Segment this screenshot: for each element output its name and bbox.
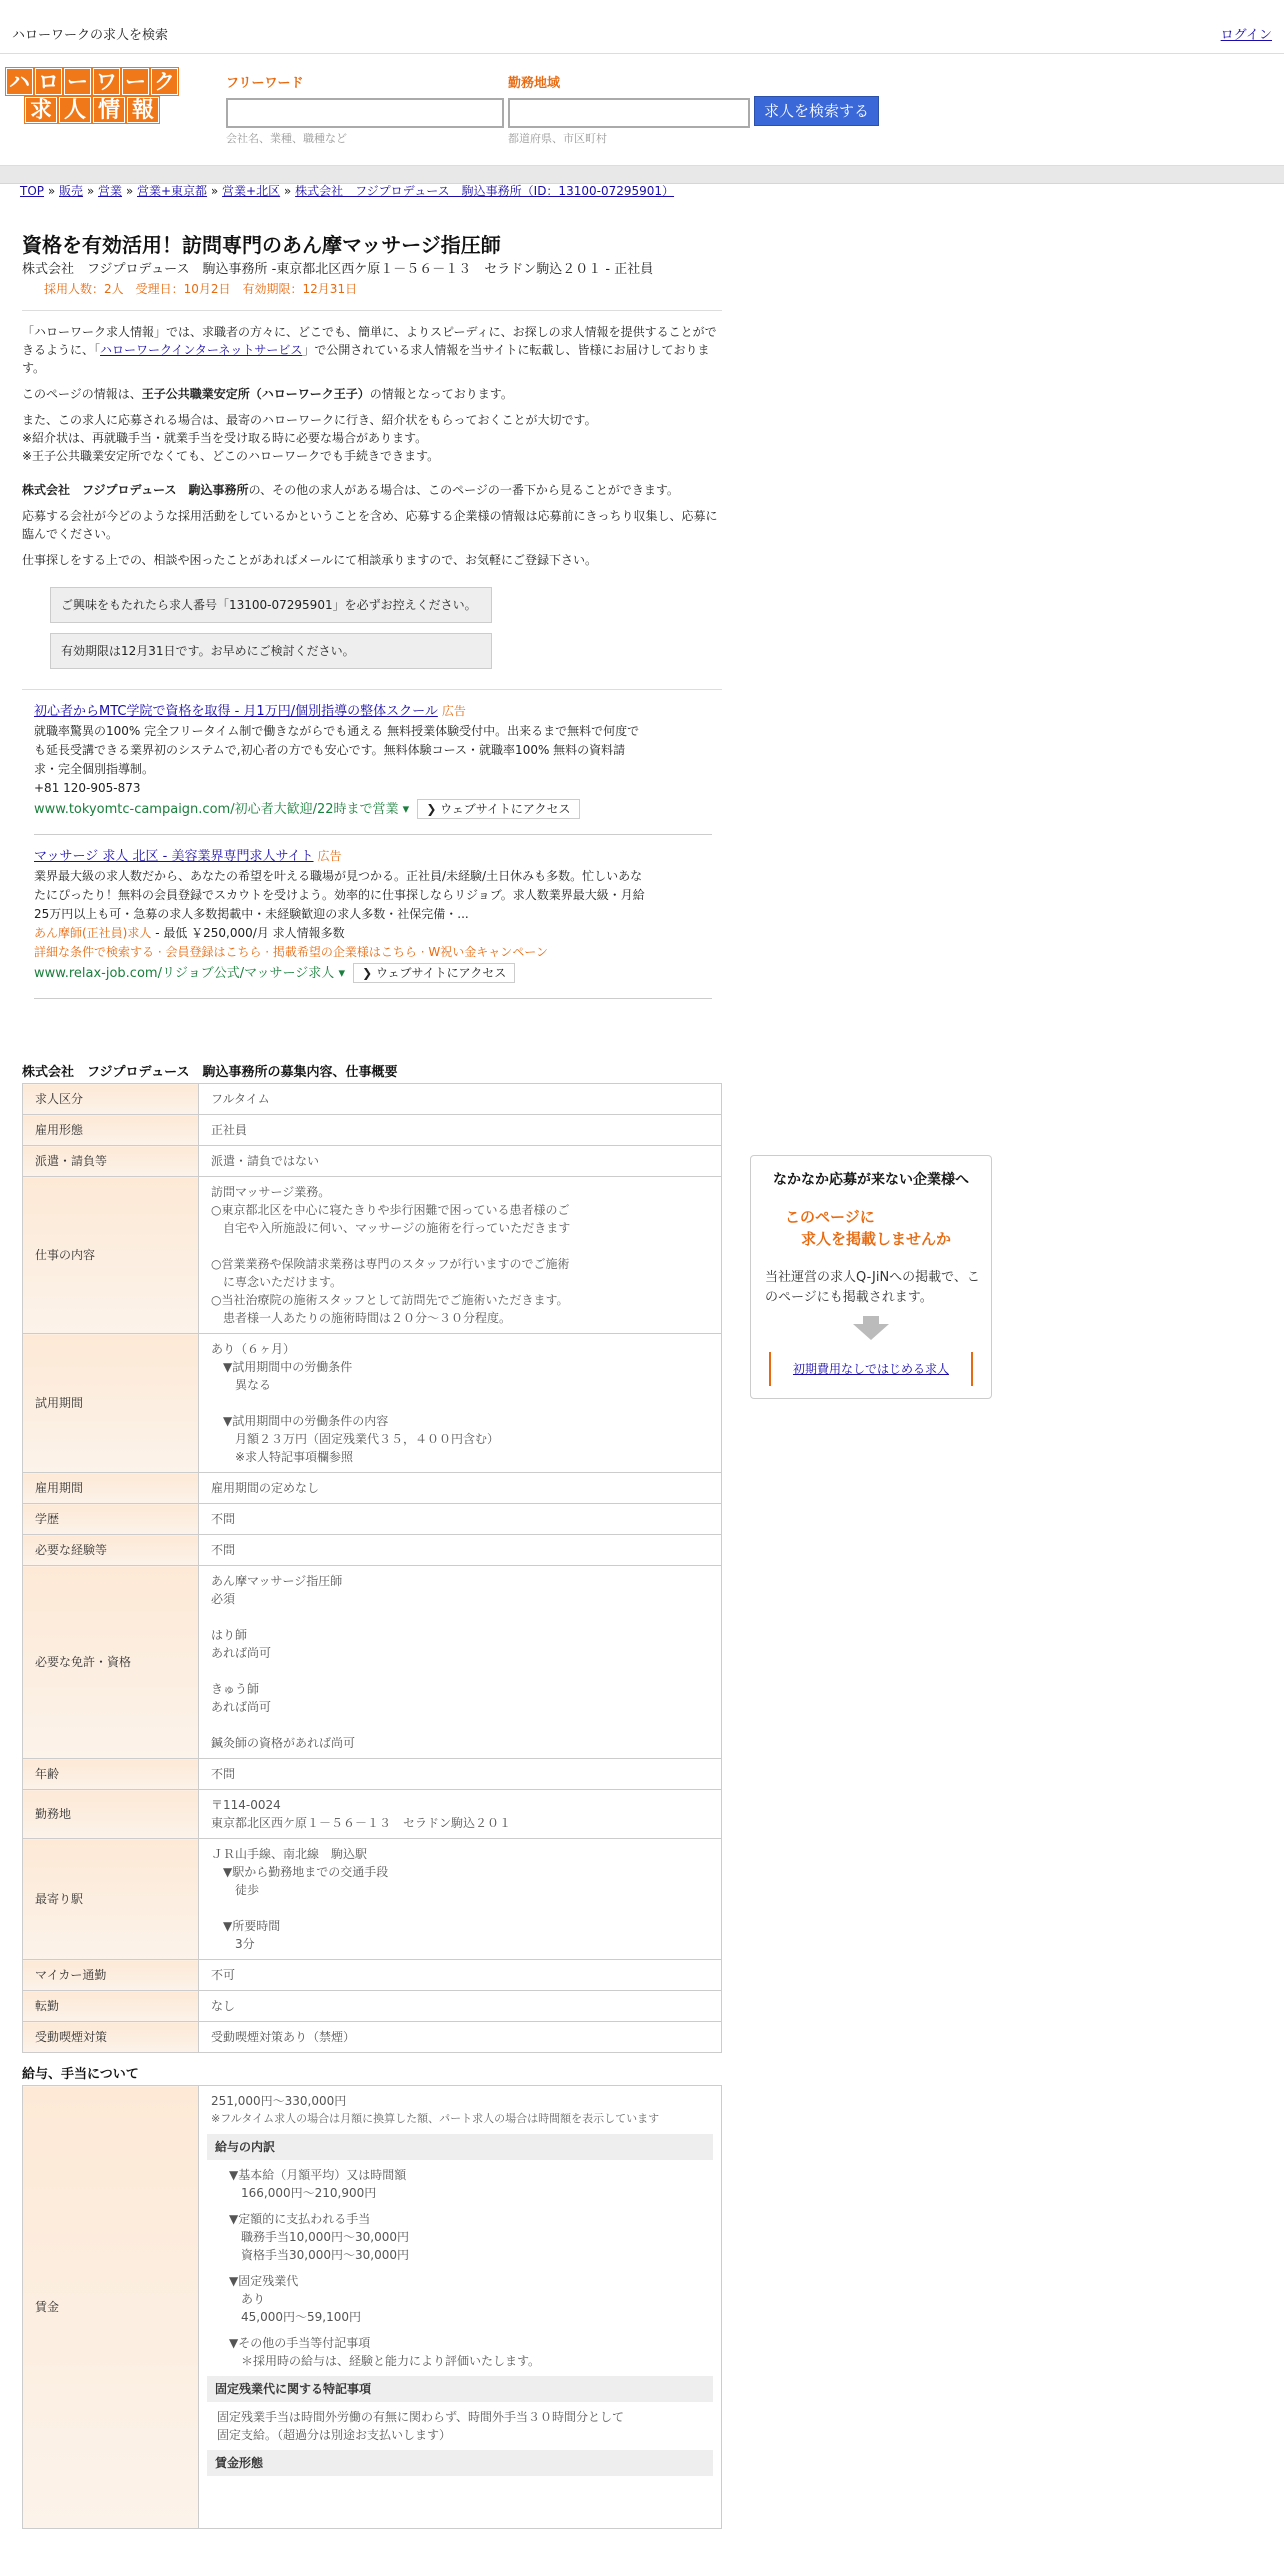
table-row	[23, 1115, 722, 1146]
row-key: 試用期間	[23, 1334, 199, 1473]
spacer	[229, 2326, 709, 2334]
ad-sitelink[interactable]: あん摩師(正社員)求人	[34, 926, 152, 941]
row-key: 必要な経験等	[23, 1535, 199, 1566]
row-key: 転勤	[23, 1991, 199, 2022]
caret-down-icon[interactable]: ▾	[402, 802, 410, 818]
logo-char: 求	[25, 97, 57, 123]
company-line: 株式会社 フジプロデュース 駒込事務所 -東京都北区西ケ原１－５６－１３ セラドン駒込２０１ - 正社員	[22, 262, 654, 277]
row-key: 求人区分	[23, 1084, 199, 1115]
row-value: 不可	[199, 1960, 722, 1991]
keyword-input[interactable]	[226, 98, 504, 128]
logo-char: ロ	[35, 68, 62, 95]
breadcrumb: TOP » 販売 » 営業 » 営業+東京都 » 営業+北区 » 株式会社 フジプロデュース 駒込事務所（ID：13100-07295901）	[20, 184, 675, 198]
salary-value	[199, 2086, 722, 2529]
area-input[interactable]	[508, 98, 750, 128]
row-value: 訪問マッサージ業務。 ○東京都北区を中心に寝たきりや歩行困難で困っている患者様のご 自宅や入所施設に伺い、マッサージの施術を行っていただきます ○営業業務や保険請求業務は専門のスタッフが行いますのでご施術 に専念いただけます。 ○当社治療院の施術スタッフとして訪問先でご施術いただきます。 患者様一人あたりの施術時間は２０分～３０分程度。	[199, 1177, 722, 1334]
main-content	[22, 230, 722, 2529]
ad-description: 就職率驚異の100% 完全フリータイム制で働きながらでも通える 無料授業体験受付中。出来るまで無料で何度でも延長受講できる業界初のシステムで,初心者の方でも安心です。無料体験コース・就職率100% 無料の資料請求・完全個別指導制。	[34, 724, 640, 777]
table-row	[23, 1960, 722, 1991]
hellowork-logo[interactable]	[4, 68, 180, 125]
intro-text: このページの情報は、	[22, 387, 142, 401]
ad-tag: 広告	[317, 849, 342, 864]
table-row	[23, 1146, 722, 1177]
logo-char: ハ	[6, 68, 33, 95]
logo-char: ワ	[93, 68, 120, 95]
spacer	[229, 2202, 709, 2210]
other-allowance-value: ＊採用時の給与は、経験と能力により評価いたします。	[241, 2354, 541, 2369]
table-row	[23, 1535, 722, 1566]
row-key: 雇用期間	[23, 1473, 199, 1504]
breadcrumb-company[interactable]: 株式会社 フジプロデュース 駒込事務所（ID：13100-07295901）	[295, 184, 675, 198]
logo-char: ー	[64, 68, 91, 95]
row-value: 〒114-0024 東京都北区西ケ原１－５６－１３ セラドン駒込２０１	[199, 1790, 722, 1839]
logo-char: ク	[151, 68, 178, 95]
caret-down-icon[interactable]: ▾	[338, 966, 345, 982]
logo-row-2	[4, 97, 180, 123]
intro-paragraph-6: 仕事探しをする上での、相談や困ったことがあればメールにて相談承りますので、お気軽にご登録下さい。	[22, 553, 598, 567]
allowance-value: 職務手当10,000円〜30,000円	[241, 2230, 409, 2245]
salary-breakdown-heading: 給与の内訳	[207, 2134, 713, 2160]
job-details-body	[23, 1084, 722, 2053]
table-row	[23, 1759, 722, 1790]
intro-paragraph-3	[22, 411, 722, 465]
salary-key: 賃金	[23, 2086, 199, 2529]
table-row	[23, 2022, 722, 2053]
overtime-value: あり	[241, 2292, 266, 2307]
row-key: 受動喫煙対策	[23, 2022, 199, 2053]
sidebar-headline-line: 求人を掲載しませんか	[801, 1229, 952, 1248]
intro-text: 「ハローワーク求人情報」では、求職者の方々に、どこでも、簡単に、よりスピーディに、お探しの求人情報を提供することができるように、「	[22, 325, 717, 357]
expiry-notice: 有効期限は12月31日です。お早めにご検討ください。	[50, 633, 492, 669]
intro-text: 」で公開されている求人情報を当サイトに転載し、皆様にお届けしております。	[22, 343, 710, 375]
row-key: 勤務地	[23, 1790, 199, 1839]
search-header	[0, 54, 1284, 166]
down-arrow-icon	[853, 1324, 889, 1340]
logo-char: 人	[59, 97, 91, 123]
logo-char: ー	[122, 68, 149, 95]
row-key: 学歴	[23, 1504, 199, 1535]
ad-divider	[34, 834, 712, 835]
job-title: 資格を有効活用！訪問専門のあん摩マッサージ指圧師	[22, 233, 501, 257]
row-value: 雇用期間の定めなし	[199, 1473, 722, 1504]
intro-paragraph-1	[22, 323, 722, 377]
base-pay-value: 166,000円〜210,900円	[241, 2186, 377, 2201]
login-link[interactable]: ログイン	[1220, 28, 1272, 43]
intro-paragraph-4	[22, 481, 722, 499]
area-label: 勤務地域	[508, 76, 561, 91]
start-posting-link[interactable]: 初期費用なしではじめる求人	[792, 1361, 949, 1376]
ad-title-link[interactable]: マッサージ 求人 北区 - 美容業界専門求人サイト	[34, 849, 314, 865]
row-value: フルタイム	[199, 1084, 722, 1115]
sidebar-headline-line: このページに	[785, 1207, 875, 1226]
row-key: 雇用形態	[23, 1115, 199, 1146]
ad-tag: 広告	[441, 704, 466, 718]
intro-text: ※王子公共職業安定所でなくても、どこのハローワークでも手続きできます。	[22, 449, 440, 463]
hellowork-internet-link[interactable]: ハローワークインターネットサービス	[100, 343, 303, 357]
logo-char: 情	[93, 97, 125, 123]
ad-sitelinks[interactable]: 詳細な条件で検索する · 会員登録はこちら · 掲載希望の企業様はこちら · W祝い金キャンペーン	[34, 945, 548, 960]
spacer	[211, 2482, 709, 2522]
row-key: 派遣・請負等	[23, 1146, 199, 1177]
table-row	[23, 1790, 722, 1839]
sidebar-link-box	[769, 1352, 973, 1387]
area-search-group	[508, 74, 750, 147]
row-value: 不問	[199, 1504, 722, 1535]
row-key: 年齢	[23, 1759, 199, 1790]
spacer	[229, 2264, 709, 2272]
job-details-table	[22, 1083, 722, 2053]
row-key: マイカー通勤	[23, 1960, 199, 1991]
spacer	[22, 1011, 722, 1063]
intro-text: ※紹介状は、再就職手当・就業手当を受け取る時に必要な場合があります。	[22, 431, 428, 445]
intro-text: また、この求人に応募される場合は、最寄のハローワークに行き、紹介状をもらっておくことが大切です。	[22, 413, 597, 427]
visit-website-button[interactable]: ❯ ウェブサイトにアクセス	[417, 799, 579, 819]
breadcrumb-eigyo-kita[interactable]: 営業+北区	[222, 184, 281, 198]
intro-paragraph-2	[22, 385, 722, 403]
salary-table	[22, 2085, 722, 2529]
job-number-notice: ご興味をもたれたら求人番号「13100-07295901」を必ずお控えください。	[50, 587, 492, 623]
keyword-label: フリーワード	[226, 76, 304, 91]
ad-divider	[34, 998, 712, 999]
row-value: 受動喫煙対策あり（禁煙）	[199, 2022, 722, 2053]
base-pay-label: ▼基本給（月額平均）又は時間額	[229, 2168, 407, 2183]
table-row	[23, 1839, 722, 1960]
row-key: 仕事の内容	[23, 1177, 199, 1334]
allowance-value: 資格手当30,000円〜30,000円	[241, 2248, 409, 2263]
job-meta: 採用人数：2人 受理日：10月2日 有効期限：12月31日	[44, 282, 358, 296]
search-button[interactable]: 求人を検索する	[754, 96, 879, 126]
breadcrumb-eigyo-tokyo[interactable]: 営業+東京都	[137, 184, 208, 198]
row-value: あり（６ヶ月） ▼試用期間中の労働条件 異なる ▼試用期間中の労働条件の内容 月額２３万円（固定残業代３５，４００円含む） ※求人特記事項欄参照	[199, 1334, 722, 1473]
company-name: 株式会社 フジプロデュース 駒込事務所	[22, 483, 249, 497]
row-value: 正社員	[199, 1115, 722, 1146]
area-hint: 都道府県、市区町村	[508, 132, 607, 146]
ad-phone[interactable]: +81 120-905-873	[34, 781, 141, 796]
fixed-overtime-heading: 固定残業代に関する特記事項	[207, 2376, 713, 2402]
table-row	[23, 1084, 722, 1115]
row-value: あん摩マッサージ指圧師 必須 はり師 あれば尚可 きゅう師 あれば尚可 鍼灸師の資格があれば尚可	[199, 1566, 722, 1759]
ad-sitelink-line	[34, 924, 724, 943]
sidebar-headline	[785, 1206, 981, 1250]
ad-block-1	[34, 702, 724, 835]
visit-website-button[interactable]: ❯ ウェブサイトにアクセス	[353, 963, 515, 983]
down-arrow-icon	[863, 1316, 879, 1324]
salary-range: 251,000円〜330,000円	[211, 2094, 347, 2109]
row-value: ＪＲ山手線、南北線 駒込駅 ▼駅から勤務地までの交通手段 徒歩 ▼所要時間 3分	[199, 1839, 722, 1960]
table-row	[23, 1991, 722, 2022]
salary-breakdown	[211, 2166, 709, 2370]
keyword-search-group	[226, 74, 504, 147]
salary-note: ※フルタイム求人の場合は月額に換算した額、パート求人の場合は時間額を表示しています	[211, 2112, 660, 2126]
table-row	[23, 1504, 722, 1535]
office-name: 王子公共職業安定所（ハローワーク王子）	[141, 387, 370, 401]
allowance-label: ▼定額的に支払われる手当	[229, 2212, 371, 2227]
row-value: 不問	[199, 1759, 722, 1790]
ad-title-link[interactable]: 初心者からMTC学院で資格を取得 - 月1万円/個別指導の整体スクール	[34, 704, 438, 719]
salary-section-title: 給与、手当について	[22, 2067, 139, 2083]
table-row	[23, 1334, 722, 1473]
top-bar	[0, 0, 1284, 54]
overtime-value: 45,000円〜59,100円	[241, 2310, 361, 2325]
ad-sitelink-text: - 最低 ￥250,000/月 求人情報多数	[151, 926, 345, 941]
table-row	[23, 1177, 722, 1334]
ad-description: 業界最大級の求人数だから、あなたの希望を叶える職場が見つかる。正社員/未経験/土日休みも多数。忙しいあなたにぴったり！無料の会員登録でスカウトを受けよう。効率的に仕事探しならリジョブ。求人数業界最大級・月給25万円以上も可・急募の求人多数掲載中・未経験歓迎の求人多数・社保完備・...	[34, 869, 645, 922]
fixed-overtime-note: 固定残業手当は時間外労働の有無に関わらず、時間外手当３０時間分として固定支給。（超過分は別途お支払いします）	[217, 2410, 625, 2443]
divider	[22, 689, 722, 690]
breadcrumb-eigyo[interactable]: 営業	[98, 184, 123, 198]
ad-url[interactable]: www.tokyomtc-campaign.com/初心者大歓迎/22時まで営業	[34, 802, 399, 818]
site-title: ハローワークの求人を検索	[12, 28, 169, 43]
sidebar-title: なかなか応募が来ない企業様へ	[773, 1172, 969, 1188]
breadcrumb-sales[interactable]: 販売	[59, 184, 84, 198]
intro-text: の、その他の求人がある場合は、このページの一番下から見ることができます。	[248, 483, 679, 497]
overtime-label: ▼固定残業代	[229, 2274, 299, 2289]
logo-char: 報	[127, 97, 159, 123]
breadcrumb-top[interactable]: TOP	[20, 184, 45, 198]
sidebar-text: 当社運営の求人Q-JiNへの掲載で、このページにも掲載されます。	[765, 1269, 980, 1305]
divider	[22, 310, 722, 311]
table-section-title: 株式会社 フジプロデュース 駒込事務所の募集内容、仕事概要	[22, 1065, 398, 1081]
intro-paragraph-5: 応募する会社が今どのような採用活動をしているかということを含め、応募する企業様の情報は応募前にきっちり収集し、応募に臨んでください。	[22, 509, 718, 541]
ad-url[interactable]: www.relax-job.com/リジョブ公式/マッサージ求人	[34, 966, 335, 982]
row-value: 不問	[199, 1535, 722, 1566]
table-row	[23, 1473, 722, 1504]
logo-row-1	[4, 68, 180, 95]
row-key: 最寄り駅	[23, 1839, 199, 1960]
table-row	[23, 1566, 722, 1759]
row-value: 派遣・請負ではない	[199, 1146, 722, 1177]
other-allowance-label: ▼その他の手当等付記事項	[229, 2336, 371, 2351]
intro-text: の情報となっております。	[369, 387, 513, 401]
wage-type-heading: 賃金形態	[207, 2450, 713, 2476]
table-row	[23, 2086, 722, 2529]
keyword-hint: 会社名、業種、職種など	[226, 132, 347, 146]
row-value: なし	[199, 1991, 722, 2022]
ad-block-2	[34, 847, 724, 999]
row-key: 必要な免許・資格	[23, 1566, 199, 1759]
advertise-sidebar	[750, 1155, 992, 1399]
